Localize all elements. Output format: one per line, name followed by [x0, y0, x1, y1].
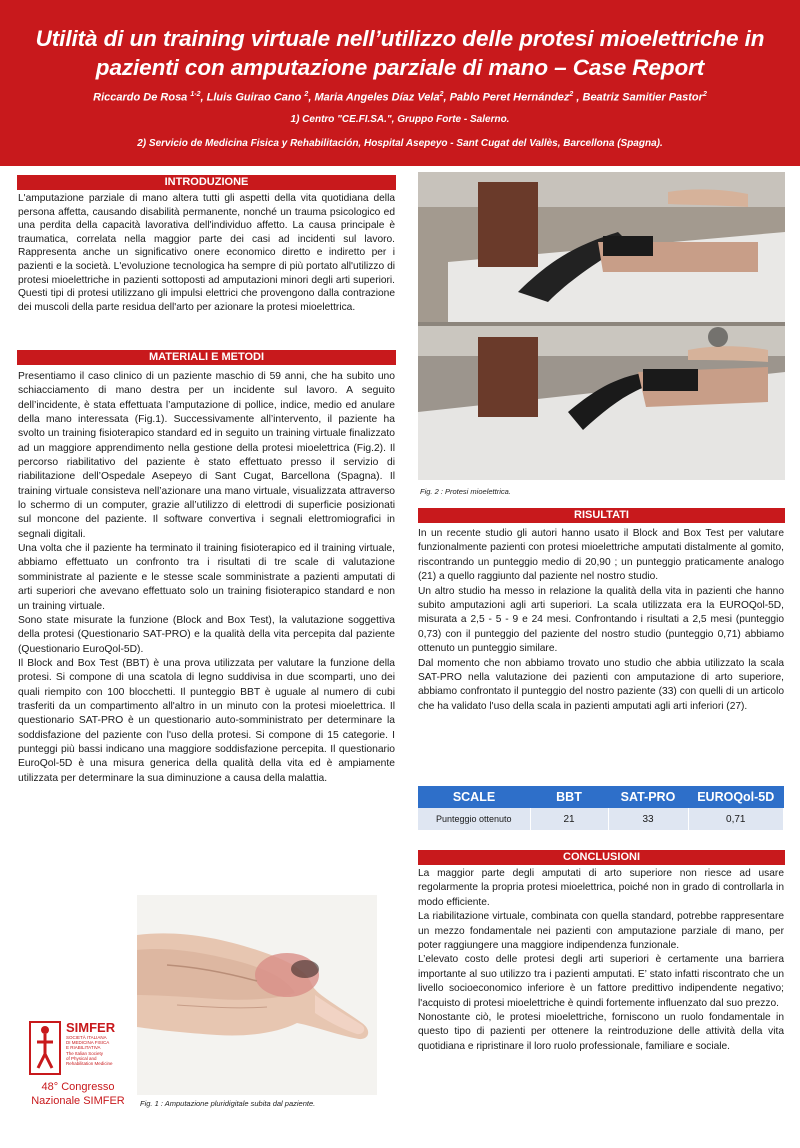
materiali-body	[18, 370, 395, 786]
paragraph: La riabilitazione virtuale, combinata con quella standard, potrebbe rappresentare un mezzo fondamentale nei pazienti con amputazione parziale di mano, per poter raggiungere una maggiore indipendenza funzionale.	[418, 911, 784, 952]
introduzione-body	[18, 192, 395, 314]
author-name: Pablo Peret Hernández	[449, 91, 570, 104]
author-affiliation-index: 2	[439, 91, 444, 98]
table-header-cell: EUROQol-5D	[688, 786, 784, 808]
table-header-cell: SCALE	[418, 786, 530, 808]
paragraph: Nonostante ciò, le protesi mioelettriche, forniscono un ruolo fondamentale in questo tipo di pazienti per ottenere la reintroduzione delle attività della vita quotidiana e ripristinare il loro ruolo professionale, familiare e sociale.	[418, 1012, 784, 1052]
paragraph: La maggior parte degli amputati di arto superiore non riesce ad usare regolarmente la propria protesi mioelettrica, poiché non in grado di controllarla in modo efficiente.	[418, 868, 784, 908]
paragraph: Presentiamo il caso clinico di un paziente maschio di 59 anni, che ha subito uno schiacciamento di mano destra per un incidente sul lavoro. A seguito dell’incidente, è stata effettuata l’amputazione di pollice, indice, medio ed anulare della mano interessata (Fig.1). Successivamente all’intervento, il paziente ha svolto un training fisioterapico standard ed in seguito un training virtuale finalizzato ad un maggiore apprendimento nella gestione della protesi mioelettrica (Fig.2). Il percorso riabilitativo del paziente è stato effettuato presso il servizio di riabilitazione dell’Ospedale Asepeyo di Sant Cugat, Barcellona (Spagna). Il training virtuale consisteva nell’azionare una mano virtuale, visualizzata attraverso lo schermo di un computer, grazie all’utilizzo di elettrodi di superficie posizionati sul moncone del paziente. Il software convertiva i segnali elettromiografici in segnali digitali.	[18, 371, 395, 540]
author-name: Maria Angeles Díaz Vela	[314, 91, 440, 104]
table-cell-euroqol: 0,71	[688, 808, 784, 830]
title-line-2: pazienti con amputazione parziale di mano – Case Report	[95, 55, 705, 80]
risultati-body	[418, 527, 784, 714]
fig2-myoelectric-prosthesis-photo	[418, 172, 785, 480]
title-line-1: Utilità di un training virtuale nell’utilizzo delle protesi mioelettriche in	[35, 26, 765, 51]
author-name: Beatriz Samitier Pastor	[582, 91, 703, 104]
simfer-logo-text: SOCIETÀ ITALIANA DI MEDICINA FISICA E RIABILITATIVA The Italian Society of Physical and Rehabilitation Medicine	[66, 1035, 113, 1067]
paragraph: L’elevato costo delle protesi degli arti superiori è certamente una barriera importante al suo utilizzo tra i pazienti amputati. E’ stato infatti riscontrato che un livello socioeconomico inferiore è un fattore predittivo indipendente negativo; l'acquisto di protesi mioelettriche è quindi fortemente influenzato dal suo prezzo.	[418, 954, 784, 1009]
congress-label: 48° Congresso Nazionale SIMFER	[31, 1081, 125, 1107]
simfer-logo	[28, 1020, 128, 1120]
author-name: Riccardo De Rosa	[93, 91, 191, 104]
conclusioni-heading: CONCLUSIONI	[418, 850, 785, 865]
hand-illustration	[137, 895, 377, 1095]
table-cell-bbt: 21	[530, 808, 608, 830]
author-separator: ,	[200, 91, 207, 104]
table-header-cell: SAT-PRO	[608, 786, 688, 808]
fig2-caption: Fig. 2 : Protesi mioelettrica.	[420, 487, 511, 496]
results-table	[418, 786, 784, 830]
affiliation-2: 2) Servicio de Medicina Fisica y Rehabilitación, Hospital Asepeyo - Sant Cugat del Vallès, Barcellona (Spagna).	[137, 137, 663, 149]
fig1-caption: Fig. 1 : Amputazione pluridigitale subita dal paziente.	[140, 1099, 316, 1108]
table-row	[418, 808, 784, 830]
author-name: Lluis Guirao Cano	[206, 91, 305, 104]
author-separator: ,	[308, 91, 315, 104]
prosthesis-illustration	[418, 172, 785, 480]
poster-header	[0, 0, 800, 166]
author-affiliation-index: 2	[702, 91, 707, 98]
author-affiliation-index: 1-2	[190, 91, 201, 98]
table-header-cell: BBT	[530, 786, 608, 808]
paragraph: Una volta che il paziente ha terminato il training fisioterapico ed il training virtuale, abbiamo effettuato un confronto tra i risultati di tre scale di valutazione somministrate al paziente e le stesse scale somministrate a pazienti amputati di arti superiori che avevano effettuato solo un training fisioterapico standard e non un training virtuale.	[18, 543, 395, 612]
author-list	[0, 91, 800, 104]
paragraph: Un altro studio ha messo in relazione la qualità della vita in pazienti che hanno subito amputazioni agli arti superiori. La scala utilizzata era la EUROQol-5D, misurata a 2,5 - 5 - 9 e 24 mesi. Confrontando i risultati a 2,5 mesi (punteggio 0,73) con il punteggio del paziente del nostro studio (punteggio 0,71) abbiamo ottenuto un punteggio similare.	[418, 585, 784, 655]
introduzione-heading: INTRODUZIONE	[17, 175, 396, 190]
author-separator: ,	[573, 91, 583, 104]
paragraph: Dal momento che non abbiamo trovato uno studio che abbia utilizzato la scala SAT-PRO nella valutazione dei pazienti con amputazione di arto superiore, abbiamo confrontato il punteggio del nostro paziente (33) con quelli di un articolo che ha validato l'uso della scala in pazienti amputati agli arti inferiori (27).	[418, 657, 784, 712]
affiliation-1: 1) Centro "CE.FI.SA.", Gruppo Forte - Salerno.	[290, 113, 510, 125]
poster-title	[0, 0, 800, 82]
author-separator: ,	[443, 91, 450, 104]
paragraph: Sono state misurate la funzione (Block and Box Test), la valutazione soggettiva della protesi (Questionario SAT-PRO) e la qualità della vita percepita dal paziente (Questionario EuroQol-5D).	[18, 614, 395, 655]
simfer-emblem-icon	[28, 1020, 62, 1076]
results-table-header-row	[418, 786, 784, 808]
risultati-heading: RISULTATI	[418, 508, 785, 523]
table-cell-satpro: 33	[608, 808, 688, 830]
conclusioni-body	[418, 867, 784, 1054]
materiali-heading: MATERIALI E METODI	[17, 350, 396, 365]
fig1-amputated-hand-photo	[137, 895, 377, 1095]
paragraph: In un recente studio gli autori hanno usato il Block and Box Test per valutare funzionalmente pazienti con protesi mioelettriche amputati distalmente al gomito, riscontrando un punteggio medio di 20,90 ; un punteggio praticamente analogo (21) a quello raggiunto dal paziente nel nostro studio.	[418, 528, 784, 583]
author-affiliation-index: 2	[304, 91, 309, 98]
author-affiliation-index: 2	[569, 91, 574, 98]
paragraph: Il Block and Box Test (BBT) è una prova utilizzata per valutare la funzione della protesi. Si compone di una scatola di legno suddivisa in due scomparti, uno dei quali riempito con 100 blocchetti. Il punteggio BBT è uguale al numero di cubi trasferiti da un compartimento all'altro in un minuto con la protesi mioelettrica. Il questionario SAT-PRO è un questionario auto-somministrato per determinare la soddisfazione del paziente con l'uso della protesi. Si compone di 15 categorie. I punteggi più bassi indicano una maggiore soddisfazione percepita. Il questionario EuroQol-5D è una misura generica della qualità della vita ed è ampiamente utilizzata per determinare la sua diminuzione a causa della malattia.	[18, 657, 395, 784]
table-row-label: Punteggio ottenuto	[418, 808, 530, 830]
simfer-logo-name: SIMFER	[66, 1020, 116, 1035]
paragraph: L'amputazione parziale di mano altera tutti gli aspetti della vita quotidiana della persona affetta, causando disabilità permanente, nonché un trauma psicologico ed una perdita della capacità lavorativa dell'individuo affetto. La causa principale è traumatica, correlata nella maggior parte dei casi ad incidenti sul lavoro. Rappresenta anche un significativo onere economico diretto e indiretto per i pazienti e la società. L'evoluzione tecnologica ha sempre di più portato all'utilizzo di protesi mioelettriche in pazienti sottoposti ad amputazioni minori degli arti superiori. Questi tipi di protesi utilizzano gli impulsi elettrici che provengono dalla contrazione dei muscoli della parte residua dell'arto per azionare la protesi mioelettrica.	[18, 193, 395, 313]
